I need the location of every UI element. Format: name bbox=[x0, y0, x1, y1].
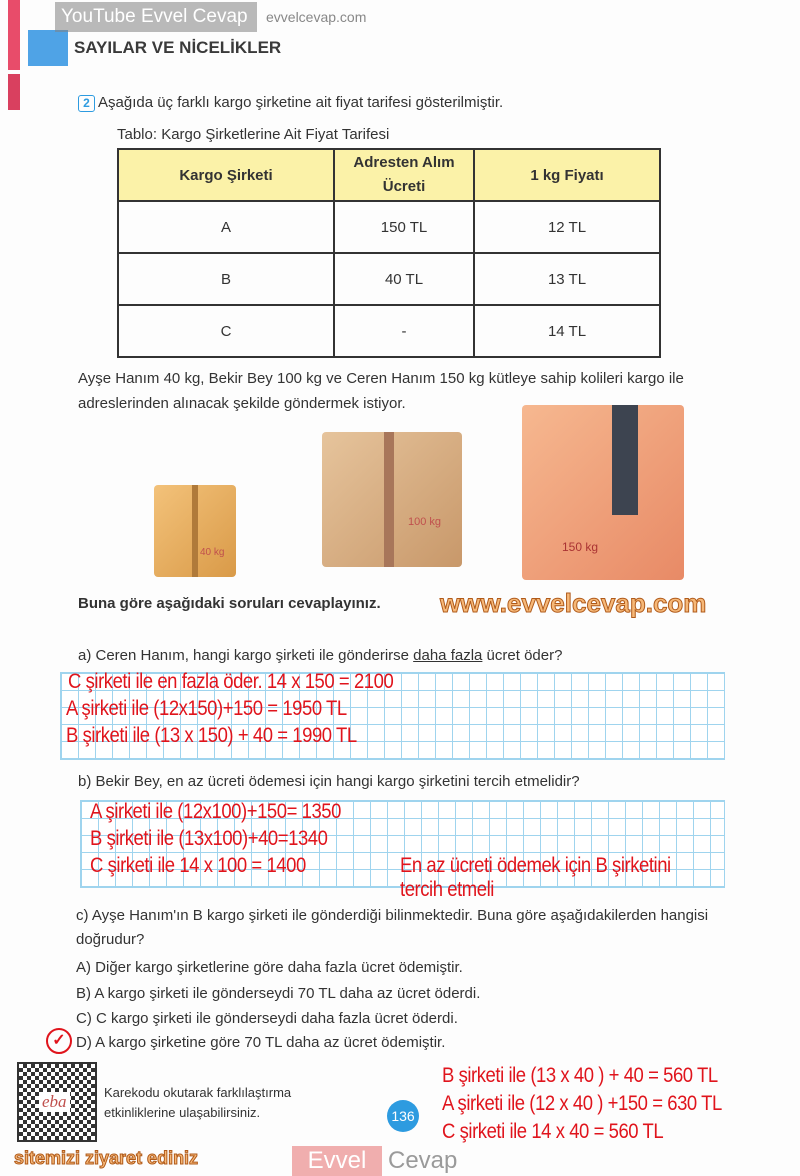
question-intro bbox=[78, 94, 503, 112]
intro-text: Aşağıda üç farklı kargo şirketine ait fiyat tarifesi gösterilmiştir. bbox=[98, 94, 504, 111]
handwritten-answer: B şirketi ile (13x100)+40=1340 bbox=[90, 827, 328, 850]
option-a: A) Diğer kargo şirketlerine göre daha fazla ücret ödemiştir. bbox=[76, 959, 463, 976]
box-label: 100 kg bbox=[408, 516, 442, 528]
option-d: D) A kargo şirketine göre 70 TL daha az ücret ödemiştir. bbox=[76, 1034, 446, 1051]
evvel-logo: Evvel bbox=[292, 1146, 382, 1176]
qa-underline: daha fazla bbox=[413, 647, 483, 664]
qr-code[interactable] bbox=[17, 1062, 97, 1142]
qr-text: Karekodu okutarak farklılaştırma bbox=[104, 1085, 292, 1100]
table-row bbox=[118, 201, 660, 253]
youtube-watermark: YouTube Evvel Cevap bbox=[55, 2, 257, 32]
cell: 14 TL bbox=[474, 305, 660, 357]
cell: A bbox=[118, 201, 334, 253]
handwritten-conclusion: En az ücreti ödemek için B şirketini bbox=[400, 854, 671, 877]
decor-bar bbox=[28, 30, 68, 66]
handwritten-answer: B şirketi ile (13 x 40 ) + 40 = 560 TL bbox=[442, 1064, 718, 1087]
table-row bbox=[118, 253, 660, 305]
cell: 40 TL bbox=[334, 253, 474, 305]
table-caption: Tablo: Kargo Şirketlerine Ait Fiyat Tarifesi bbox=[117, 126, 390, 143]
handwritten-answer: C şirketi ile 14 x 40 = 560 TL bbox=[442, 1120, 664, 1143]
question-c: c) Ayşe Hanım'ın B kargo şirketi ile gönderdiği bilinmektedir. Buna göre aşağıdakilerden hangisi doğrudur? bbox=[76, 907, 709, 948]
cell: 150 TL bbox=[334, 201, 474, 253]
box-40kg-illustration bbox=[154, 485, 236, 577]
question-b: b) Bekir Bey, en az ücreti ödemesi için hangi kargo şirketini tercih etmelidir? bbox=[78, 773, 580, 790]
qr-caption bbox=[104, 1083, 291, 1123]
diagonal-watermark: www.evvelcevap.com bbox=[440, 588, 707, 618]
page-number: 136 bbox=[387, 1100, 419, 1132]
price-table bbox=[117, 148, 661, 358]
handwritten-answer: A şirketi ile (12x100)+150= 1350 bbox=[90, 800, 341, 823]
question-number: 2 bbox=[78, 95, 95, 112]
option-b: B) A kargo şirketi ile gönderseydi 70 TL daha az ücret öderdi. bbox=[76, 985, 481, 1002]
question-a bbox=[78, 647, 562, 664]
cell: 13 TL bbox=[474, 253, 660, 305]
decor-bar bbox=[8, 74, 20, 110]
box-label: 40 kg bbox=[200, 547, 225, 558]
instruction: Buna göre aşağıdaki soruları cevaplayınız. bbox=[78, 595, 381, 612]
handwritten-conclusion: tercih etmeli bbox=[400, 878, 494, 901]
table-row bbox=[118, 305, 660, 357]
cell: 12 TL bbox=[474, 201, 660, 253]
box-label: 150 kg bbox=[562, 540, 599, 554]
section-title: SAYILAR VE NİCELİKLER bbox=[74, 38, 282, 57]
scenario-text: Ayşe Hanım 40 kg, Bekir Bey 100 kg ve Ceren Hanım 150 kg kütleye sahip kolileri kargo ile adreslerinden alınacak şekilde göndermek istiyor. bbox=[78, 370, 684, 412]
option-c: C) C kargo şirketi ile gönderseydi daha fazla ücret öderdi. bbox=[76, 1010, 458, 1027]
qa-text: a) Ceren Hanım, hangi kargo şirketi ile gönderirse bbox=[78, 647, 414, 664]
handwritten-answer: C şirketi ile 14 x 100 = 1400 bbox=[90, 854, 306, 877]
box-100kg-illustration bbox=[322, 432, 462, 567]
handwritten-answer: C şirketi ile en fazla öder. 14 x 150 = 2100 bbox=[68, 670, 394, 693]
handwritten-answer: A şirketi ile (12 x 40 ) +150 = 630 TL bbox=[442, 1092, 722, 1115]
qr-text: etkinliklerine ulaşabilirsiniz. bbox=[104, 1105, 261, 1120]
handwritten-answer: A şirketi ile (12x150)+150 = 1950 TL bbox=[66, 697, 347, 720]
table-header: 1 kg Fiyatı bbox=[474, 149, 660, 201]
eba-logo: eba bbox=[39, 1092, 70, 1112]
qa-text: ücret öder? bbox=[482, 647, 563, 664]
cell: C bbox=[118, 305, 334, 357]
cell: B bbox=[118, 253, 334, 305]
check-mark-icon: ✓ bbox=[46, 1028, 72, 1054]
diagonal-watermark: sitemizi ziyaret ediniz bbox=[14, 1148, 199, 1168]
cell: - bbox=[334, 305, 474, 357]
box-150kg-illustration bbox=[522, 405, 684, 580]
table-header: Kargo Şirketi bbox=[118, 149, 334, 201]
handwritten-answer: B şirketi ile (13 x 150) + 40 = 1990 TL bbox=[66, 724, 357, 747]
table-header: Adresten Alım Ücreti bbox=[334, 149, 474, 201]
decor-bar bbox=[8, 0, 20, 70]
cevap-logo: Cevap bbox=[388, 1147, 458, 1174]
site-watermark: evvelcevap.com bbox=[266, 9, 367, 25]
